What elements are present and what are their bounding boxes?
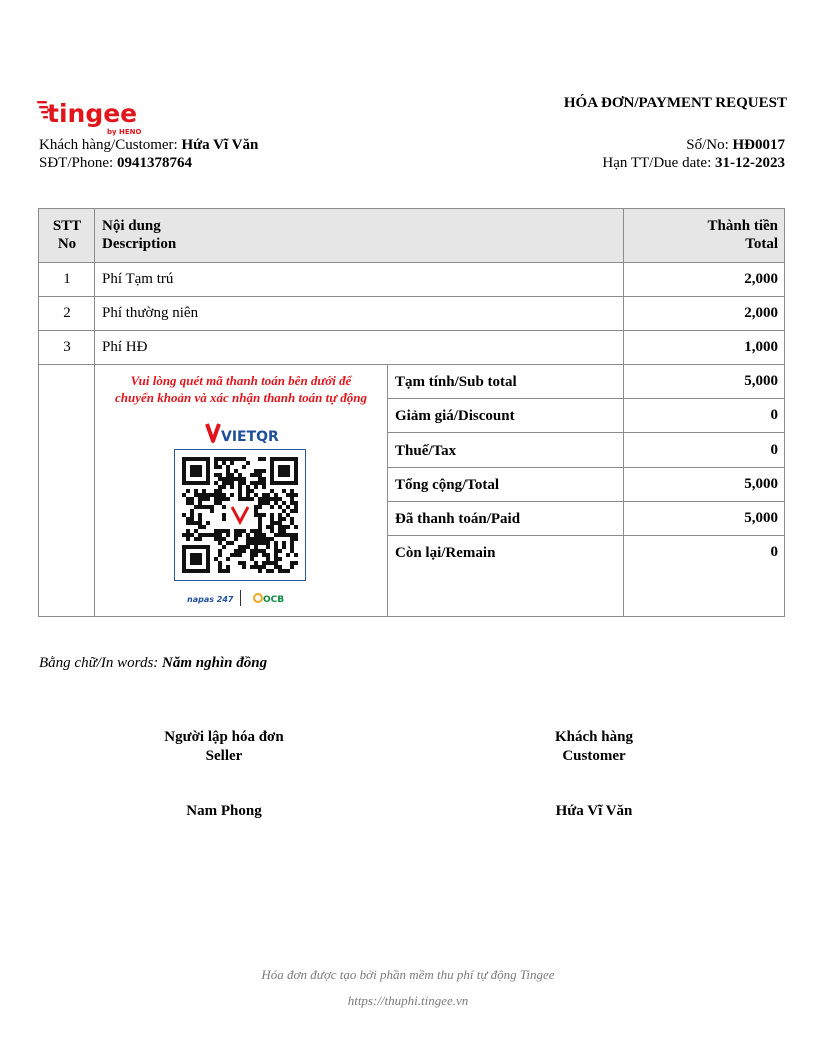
- row-1-no: 1: [63, 271, 71, 287]
- invoice-table: [38, 208, 785, 617]
- row-2-description: Phí thường niên: [102, 305, 199, 321]
- row-3-total: 1,000: [744, 339, 778, 355]
- discount-label: Giảm giá/Discount: [395, 408, 515, 424]
- tax-value: 0: [770, 442, 778, 458]
- footer-link[interactable]: https://thuphi.tingee.vn: [347, 993, 469, 1008]
- customer-signature: [494, 728, 694, 766]
- document-title: HÓA ĐƠN/PAYMENT REQUEST: [563, 95, 787, 111]
- customer-phone: 0941378764: [116, 155, 192, 171]
- paid-label: Đã thanh toán/Paid: [395, 511, 521, 527]
- paid-value: 5,000: [744, 510, 778, 526]
- vietqr-logo: [205, 421, 279, 445]
- header-total: Thành tiền Total: [707, 218, 778, 252]
- grand-total-value: 5,000: [744, 476, 778, 492]
- row-1-total: 2,000: [744, 271, 778, 287]
- remain-value: 0: [770, 544, 778, 560]
- row-2-no: 2: [63, 305, 71, 321]
- due-date: 31-12-2023: [715, 155, 785, 171]
- amount-in-words: [39, 655, 267, 672]
- grand-total-label: Tổng cộng/Total: [395, 477, 500, 493]
- header-description: Nội dung Description: [102, 218, 177, 252]
- subtotal-label: Tạm tính/Sub total: [395, 374, 517, 390]
- due-date-label: Hạn TT/Due date:: [602, 155, 712, 171]
- brand-sub: by HENO: [107, 128, 142, 136]
- customer-name-label: Khách hàng/Customer:: [39, 137, 178, 153]
- brand-name: tingee: [47, 99, 138, 128]
- seller-name: Nam Phong: [186, 803, 262, 819]
- subtotal-value: 5,000: [744, 373, 778, 389]
- invoice-number: HĐ0017: [732, 137, 785, 153]
- discount-value: 0: [770, 407, 778, 423]
- customer-title-vi: Khách hàng: [555, 729, 633, 745]
- row-3-no: 3: [63, 339, 71, 355]
- tingee-logo: [37, 94, 142, 138]
- header-no: STT No: [52, 218, 82, 252]
- seller-signature: [124, 728, 324, 766]
- in-words-value: Năm nghìn đồng: [162, 655, 268, 671]
- row-3-description: Phí HĐ: [102, 339, 148, 355]
- tax-label: Thuế/Tax: [395, 443, 457, 459]
- bank-logos: [185, 589, 295, 607]
- napas-logo: napas 247: [187, 595, 234, 604]
- payment-note: Vui lòng quét mã thanh toán bên dưới để chuyển khoản và xác nhận thanh toán tự động: [115, 373, 367, 405]
- customer-name: Hứa Vĩ Văn: [181, 137, 259, 153]
- footer-generated-by: Hóa đơn được tạo bởi phần mềm thu phí tự động Tingee: [261, 967, 555, 982]
- customer-signature-name: Hứa Vĩ Văn: [555, 803, 633, 819]
- row-1-description: Phí Tạm trú: [102, 271, 174, 287]
- customer-phone-label: SĐT/Phone:: [39, 155, 114, 171]
- ocb-logo: OCB: [263, 595, 285, 605]
- customer-phone-line: [39, 154, 192, 172]
- in-words-label: Bằng chữ/In words:: [39, 655, 159, 671]
- qr-code[interactable]: [174, 449, 306, 581]
- seller-title-vi: Người lập hóa đơn: [164, 729, 284, 745]
- remain-label: Còn lại/Remain: [395, 545, 496, 561]
- svg-text:VIETQR: VIETQR: [221, 429, 279, 445]
- customer-name-line: [39, 136, 258, 154]
- seller-title-en: Seller: [205, 748, 243, 764]
- row-2-total: 2,000: [744, 305, 778, 321]
- due-date-line: [602, 154, 785, 172]
- customer-title-en: Customer: [562, 748, 626, 764]
- invoice-number-line: [686, 136, 785, 154]
- invoice-number-label: Số/No:: [686, 137, 729, 153]
